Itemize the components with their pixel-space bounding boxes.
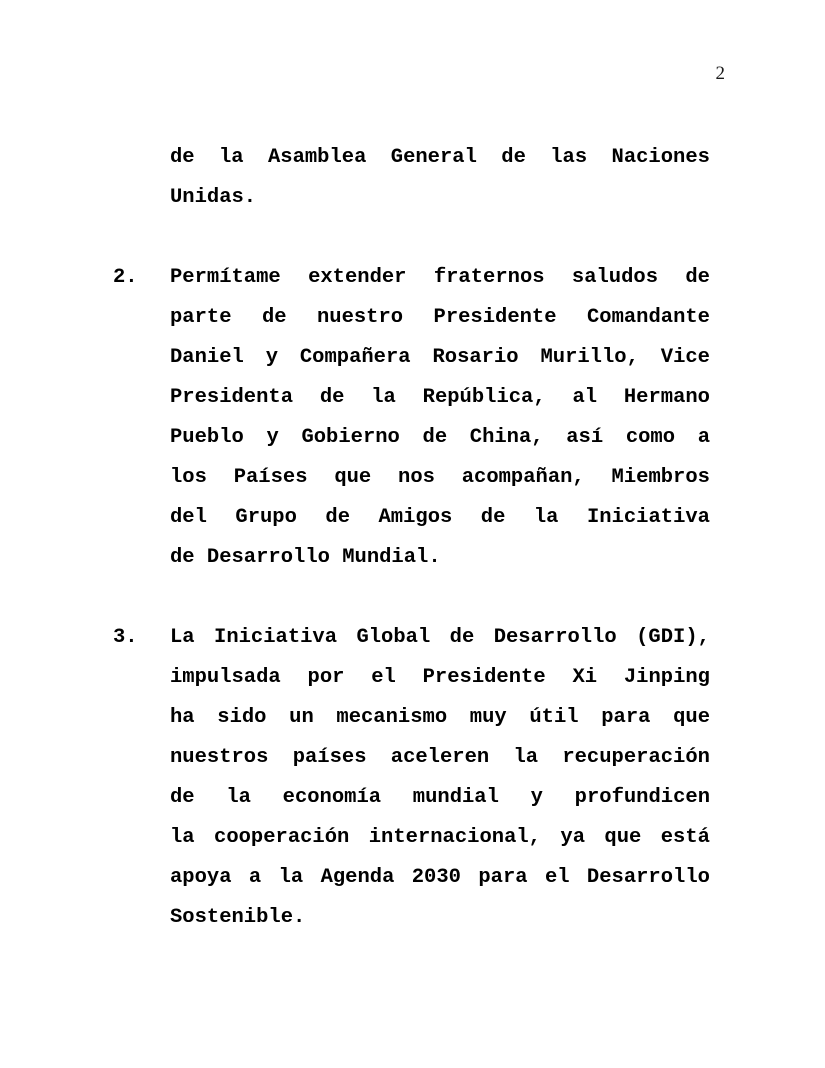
text-line: de la economía mundial y profundicen <box>170 786 710 809</box>
text-line: nuestros países aceleren la recuperación <box>170 746 710 769</box>
text-line: Permítame extender fraternos saludos de <box>170 266 710 289</box>
text-line: La Iniciativa Global de Desarrollo (GDI), <box>170 626 710 649</box>
text-line: los Países que nos acompañan, Miembros <box>170 466 710 489</box>
text-line: Pueblo y Gobierno de China, así como a <box>170 426 710 449</box>
paragraph-marker: 3. <box>113 626 138 649</box>
paragraph-3 <box>113 618 710 938</box>
text-line: de Desarrollo Mundial. <box>170 546 441 569</box>
text-line: del Grupo de Amigos de la Iniciativa <box>170 506 710 529</box>
paragraph-text <box>170 138 710 218</box>
text-line: Daniel y Compañera Rosario Murillo, Vice <box>170 346 710 369</box>
paragraph-text <box>170 618 710 938</box>
text-line: Sostenible. <box>170 906 306 929</box>
text-line: parte de nuestro Presidente Comandante <box>170 306 710 329</box>
paragraph-text <box>170 258 710 578</box>
text-line: la cooperación internacional, ya que está <box>170 826 710 849</box>
text-line: impulsada por el Presidente Xi Jinping <box>170 666 710 689</box>
paragraph-2 <box>113 258 710 578</box>
paragraph-continuation <box>113 138 710 218</box>
paragraph-marker: 2. <box>113 266 138 289</box>
page-number: 2 <box>715 63 725 84</box>
text-line: Presidenta de la República, al Hermano <box>170 386 710 409</box>
text-line: apoya a la Agenda 2030 para el Desarrollo <box>170 866 710 889</box>
text-line: Unidas. <box>170 186 257 209</box>
text-line: de la Asamblea General de las Naciones <box>170 146 710 169</box>
text-line: ha sido un mecanismo muy útil para que <box>170 706 710 729</box>
document-body <box>113 138 710 938</box>
